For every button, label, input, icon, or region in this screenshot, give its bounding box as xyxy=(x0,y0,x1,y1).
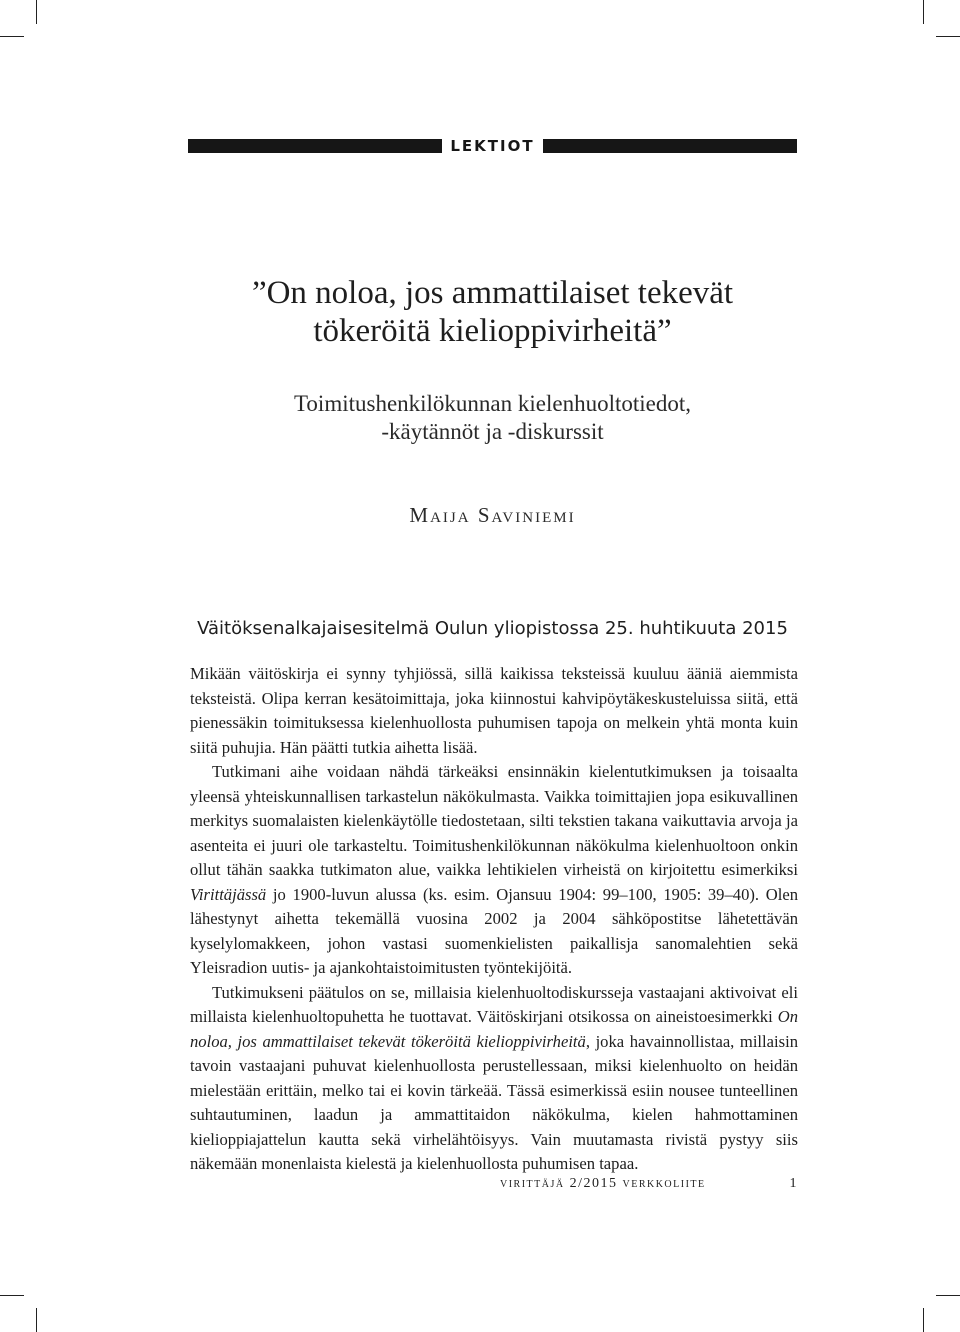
title-line-2: tökeröitä kielioppivirheitä” xyxy=(313,313,672,349)
section-bar-right xyxy=(543,139,797,153)
crop-mark-top-left-h xyxy=(0,36,24,37)
section-header xyxy=(188,139,797,153)
page-number: 1 xyxy=(789,1176,798,1191)
paragraph-2 xyxy=(190,760,798,981)
crop-mark-bottom-left-h xyxy=(0,1295,24,1296)
paragraph-2-italic: Virittäjässä xyxy=(190,884,267,904)
crop-mark-bottom-right-v xyxy=(923,1308,924,1332)
crop-mark-top-left-v xyxy=(36,0,37,24)
subtitle-line-1: Toimitushenkilökunnan kielenhuoltotiedot, xyxy=(293,391,691,416)
section-label: LEKTIOT xyxy=(450,137,535,155)
footer-journal: virittäjä 2/2015 verkkoliite xyxy=(500,1176,706,1191)
paragraph-3 xyxy=(190,981,798,1177)
article-subtitle xyxy=(188,390,797,446)
article-body xyxy=(190,662,798,1177)
author-name: Maija Saviniemi xyxy=(409,503,576,527)
paragraph-2-part-a: Tutkimani aihe voidaan nähdä tärkeäksi ensinnäkin kielentutkimuksen ja toisaalta yleensä yhteiskunnallisen tarkastelun näkökulmasta. Vaikka toimittajien jopa esikuvallinen merkitys suomalaisten kielenkäytölle tiedostetaan, silti tekstien takana vaikuttavia arvoja ja asenteita ei juuri ole tarkasteltu. Toimitushenkilökunnan näkökulma kielenhuoltoon onkin ollut tähän saakka tutkimaton alue, vaikka lehtikielen virheistä on kirjoitettu esimerkiksi xyxy=(190,762,798,879)
paragraph-3-part-a: Tutkimukseni päätulos on se, millaisia kielenhuoltodiskursseja vastaajani aktivoivat eli millaista kielenhuoltopuhetta he tuottavat. Väitöskirjani otsikossa on aineistoesimerkki xyxy=(190,982,798,1026)
event-line: Väitöksenalkajaisesitelmä Oulun yliopistossa 25. huhtikuuta 2015 xyxy=(197,618,788,639)
title-line-1: ”On noloa, jos ammattilaiset tekevät xyxy=(251,275,734,311)
article-title xyxy=(188,274,797,350)
crop-mark-top-right-h xyxy=(936,36,960,37)
crop-mark-bottom-left-v xyxy=(36,1308,37,1332)
page-footer xyxy=(500,1176,798,1192)
crop-mark-top-right-v xyxy=(923,0,924,24)
paragraph-2-part-b: jo 1900-luvun alussa (ks. esim. Ojansuu 1904: 99–100, 1905: 39–40). Olen lähestynyt aihetta tekemällä vuosina 2002 ja 2004 sähköpostitse lähetettävän kyselylomakkeen, johon vastasi suomenkielisten paikallisja sanomalehtien sekä Yleisradion uutis- ja ajankohtaistoimitusten työntekijöitä. xyxy=(190,884,798,977)
paragraph-3-part-b: , joka havainnollistaa, millaisin tavoin vastaajani puhuvat kielenhuollosta perustellessaan, miksi kielenhuolto on heidän mielestään erittäin, melko tai ei kovin tärkeää. Tässä esimerkissä esiin nousee tunteellinen suhtautuminen, laadun ja ammattitaidon näkökulma, kielen hahmottaminen kielioppiajattelun kautta sekä virhelähtöisyys. Vain muutamasta rivistä pystyy siis näkemään monenlaista kielestä ja kielenhuollosta puhumisen tapaa. xyxy=(190,1031,798,1173)
paragraph-1: Mikään väitöskirja ei synny tyhjiössä, sillä kaikissa teksteissä kuuluu ääniä aiemmista teksteistä. Olipa kerran kesätoimittaja, joka kiinnostui kahvipöytäkeskusteluissa siitä, että pienessäkin toimituksessa kielenhuollosta puhumisen tapoja on melkein yhtä monta kuin siitä puhujia. Hän päätti tutkia aihetta lisää. xyxy=(190,664,798,757)
section-bar-left xyxy=(188,139,442,153)
paragraph-3-italic: On noloa, jos ammattilaiset tekevät tökeröitä kielioppivirheitä xyxy=(190,1007,798,1051)
subtitle-line-2: -käytännöt ja -diskurssit xyxy=(381,419,604,444)
crop-mark-bottom-right-h xyxy=(936,1295,960,1296)
